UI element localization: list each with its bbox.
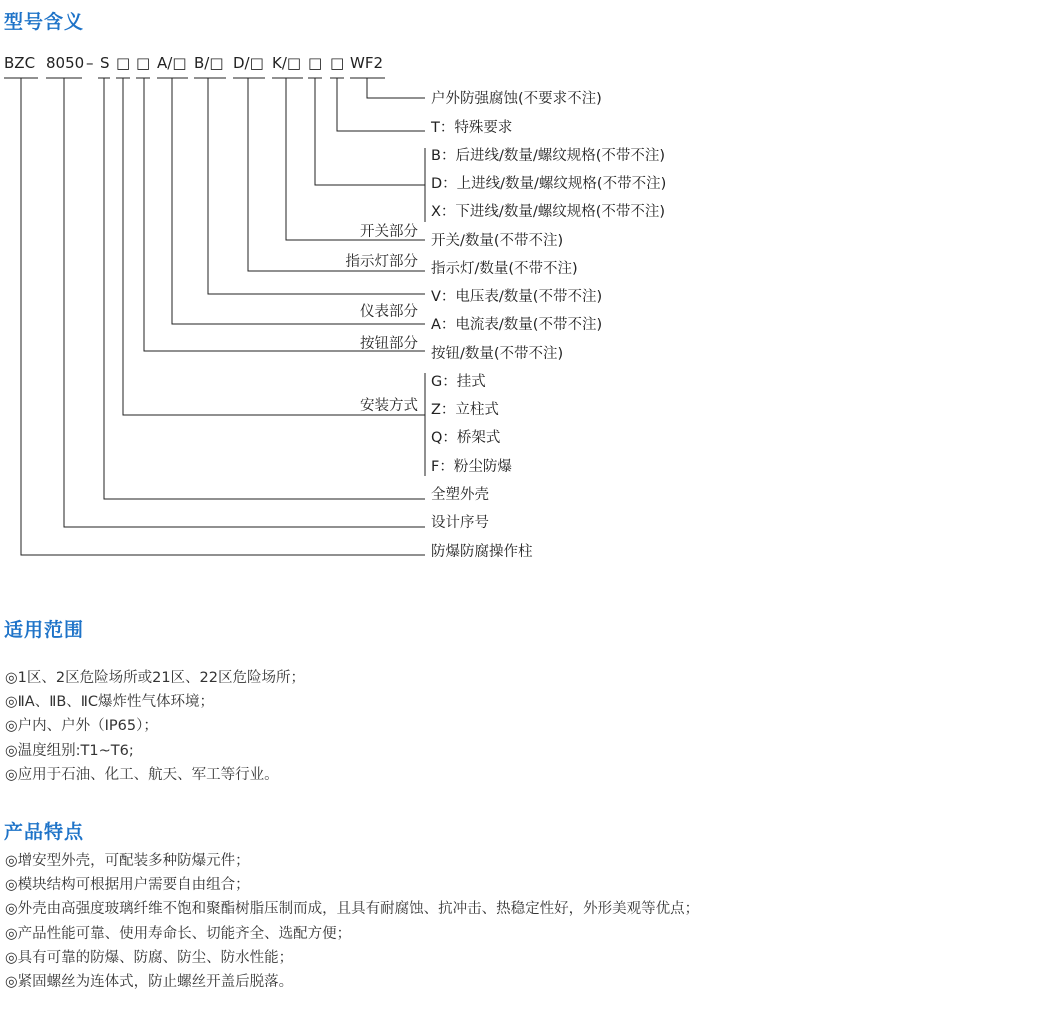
list-item: ◎紧固螺丝为连体式，防止螺丝开盖后脱落。 bbox=[5, 974, 294, 991]
desc-indicator: 指示灯/数量(不带不注) bbox=[431, 261, 578, 277]
list-item: ◎产品性能可靠、使用寿命长、切能齐全、选配方便； bbox=[5, 925, 352, 942]
desc-ammeter: A：电流表/数量(不带不注) bbox=[431, 317, 603, 333]
list-item: ◎户内、户外（IP65）； bbox=[5, 718, 158, 735]
desc-entry-top: D：上进线/数量/螺纹规格(不带不注) bbox=[431, 176, 667, 192]
category-indicator: 指示灯部分 bbox=[345, 254, 418, 270]
code-indicator: D/□ bbox=[233, 54, 264, 72]
desc-mount-wall: G：挂式 bbox=[431, 374, 486, 390]
desc-mount-column: Z：立柱式 bbox=[431, 402, 499, 418]
list-item: ◎模块结构可根据用户需要自由组合； bbox=[5, 877, 250, 894]
list-item: ◎温度组别:T1~T6; bbox=[5, 742, 134, 759]
category-meter: 仪表部分 bbox=[360, 304, 418, 320]
list-item: ◎应用于石油、化工、航天、军工等行业。 bbox=[5, 766, 279, 783]
desc-mount-tray: Q：桥架式 bbox=[431, 430, 501, 446]
desc-button: 按钮/数量(不带不注) bbox=[431, 346, 564, 362]
list-item: ◎1区、2区危险场所或21区、22区危险场所； bbox=[5, 670, 306, 686]
desc-special: T：特殊要求 bbox=[431, 120, 513, 136]
category-switch: 开关部分 bbox=[360, 224, 418, 240]
desc-switch: 开关/数量(不带不注) bbox=[431, 233, 564, 249]
features-list bbox=[5, 849, 699, 994]
category-button: 按钮部分 bbox=[360, 336, 418, 352]
list-item: ◎增安型外壳，可配装多种防爆元件； bbox=[5, 853, 250, 869]
scope-list bbox=[5, 666, 305, 787]
list-item: ◎外壳由高强度玻璃纤维不饱和聚酯树脂压制而成，且具有耐腐蚀、抗冲击、热稳定性好，外形美观等优点； bbox=[5, 901, 700, 918]
desc-entry-bottom: X：下进线/数量/螺纹规格(不带不注) bbox=[431, 204, 666, 220]
code-special: □ bbox=[330, 54, 345, 72]
code-series: BZC bbox=[4, 54, 36, 72]
code-shell: S bbox=[100, 54, 110, 72]
desc-voltmeter: V：电压表/数量(不带不注) bbox=[431, 289, 603, 305]
code-ammeter: A/□ bbox=[157, 54, 187, 72]
desc-product-name: 防爆防腐操作柱 bbox=[431, 544, 533, 560]
code-button: □ bbox=[136, 54, 151, 72]
code-design-no: 8050 bbox=[46, 54, 85, 72]
code-mount: □ bbox=[116, 54, 131, 72]
category-mounting: 安装方式 bbox=[360, 398, 418, 414]
list-item: ◎具有可靠的防爆、防腐、防尘、防水性能； bbox=[5, 949, 294, 966]
desc-anticorrosion: 户外防强腐蚀(不要求不注) bbox=[431, 91, 602, 107]
section-title-scope: 适用范围 bbox=[4, 619, 85, 641]
code-anticorr: WF2 bbox=[350, 54, 384, 72]
code-entry: □ bbox=[308, 54, 323, 72]
desc-design-no: 设计序号 bbox=[431, 515, 489, 531]
desc-dust-proof: F：粉尘防爆 bbox=[431, 459, 512, 475]
section-title-model: 型号含义 bbox=[4, 11, 85, 33]
desc-entry-back: B：后进线/数量/螺纹规格(不带不注) bbox=[431, 148, 666, 164]
code-voltmeter: B/□ bbox=[194, 54, 224, 72]
code-switch: K/□ bbox=[272, 54, 302, 72]
code-dash: – bbox=[86, 54, 94, 72]
list-item: ◎ⅡA、ⅡB、ⅡC爆炸性气体环境； bbox=[5, 694, 215, 711]
section-title-features: 产品特点 bbox=[4, 821, 85, 843]
desc-plastic-shell: 全塑外壳 bbox=[431, 487, 489, 503]
